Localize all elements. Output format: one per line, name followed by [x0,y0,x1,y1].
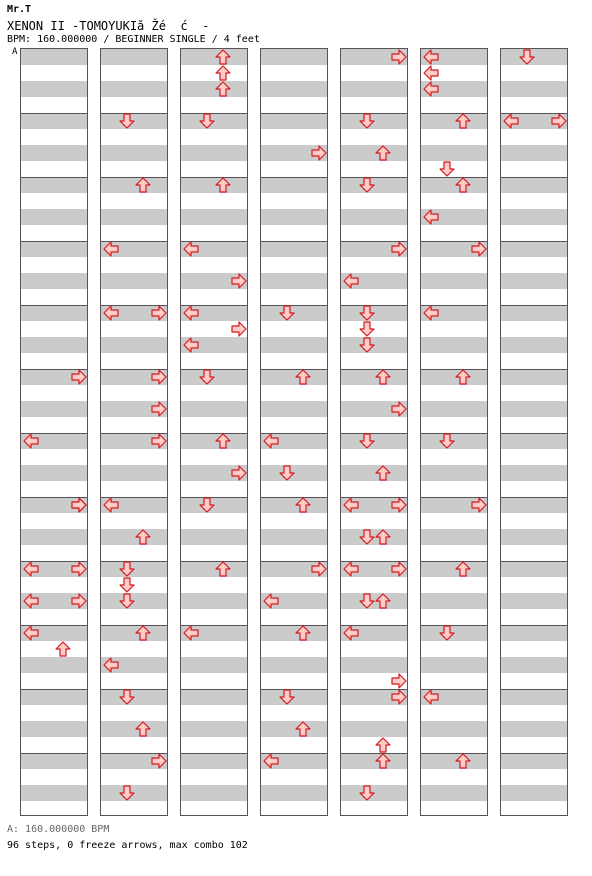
down-arrow-icon [359,337,375,353]
song-title: XENON II -TOMOYUKIă Žé ć - [7,19,210,33]
measure-column [340,48,408,816]
up-arrow-icon [215,81,231,97]
left-arrow-icon [423,81,439,97]
up-arrow-icon [215,433,231,449]
chart-stats: 96 steps, 0 freeze arrows, max combo 102 [7,840,248,851]
down-arrow-icon [199,497,215,513]
right-arrow-icon [471,241,487,257]
up-arrow-icon [375,593,391,609]
measure-line [421,369,487,370]
left-arrow-icon [103,305,119,321]
left-arrow-icon [23,561,39,577]
up-arrow-icon [295,497,311,513]
right-arrow-icon [391,561,407,577]
left-arrow-icon [263,753,279,769]
right-arrow-icon [71,369,87,385]
down-arrow-icon [359,321,375,337]
left-arrow-icon [23,593,39,609]
left-arrow-icon [423,305,439,321]
left-arrow-icon [343,561,359,577]
left-arrow-icon [423,49,439,65]
right-arrow-icon [311,561,327,577]
down-arrow-icon [119,593,135,609]
measure-line [501,753,567,754]
measure-line [21,305,87,306]
measure-column [100,48,168,816]
up-arrow-icon [375,145,391,161]
measure-line [261,625,327,626]
left-arrow-icon [503,113,519,129]
measure-line [181,177,247,178]
right-arrow-icon [391,497,407,513]
right-arrow-icon [71,497,87,513]
bpm-legend: A: 160.000000 BPM [7,824,110,835]
up-arrow-icon [375,369,391,385]
down-arrow-icon [119,689,135,705]
up-arrow-icon [135,529,151,545]
left-arrow-icon [423,689,439,705]
up-arrow-icon [215,177,231,193]
measure-column [420,48,488,816]
measure-column [20,48,88,816]
measure-line [341,369,407,370]
left-arrow-icon [423,65,439,81]
left-arrow-icon [103,657,119,673]
up-arrow-icon [55,641,71,657]
down-arrow-icon [359,113,375,129]
right-arrow-icon [231,465,247,481]
right-arrow-icon [151,401,167,417]
up-arrow-icon [215,65,231,81]
down-arrow-icon [359,433,375,449]
measure-column [180,48,248,816]
right-arrow-icon [151,753,167,769]
measure-line [261,177,327,178]
down-arrow-icon [279,305,295,321]
up-arrow-icon [455,753,471,769]
up-arrow-icon [295,721,311,737]
right-arrow-icon [551,113,567,129]
left-arrow-icon [23,433,39,449]
right-arrow-icon [151,369,167,385]
measure-line [181,433,247,434]
left-arrow-icon [343,497,359,513]
down-arrow-icon [439,625,455,641]
left-arrow-icon [183,241,199,257]
down-arrow-icon [199,113,215,129]
down-arrow-icon [439,161,455,177]
down-arrow-icon [119,785,135,801]
chart-meta: BPM: 160.000000 / BEGINNER SINGLE / 4 feet [7,34,260,45]
measure-line [501,305,567,306]
measure-line [261,497,327,498]
up-arrow-icon [455,561,471,577]
measure-column [500,48,568,816]
up-arrow-icon [375,737,391,753]
right-arrow-icon [151,305,167,321]
up-arrow-icon [375,465,391,481]
right-arrow-icon [391,401,407,417]
right-arrow-icon [391,689,407,705]
measure-line [501,369,567,370]
left-arrow-icon [343,625,359,641]
measure-line [21,177,87,178]
up-arrow-icon [455,177,471,193]
measure-line [501,561,567,562]
up-arrow-icon [135,177,151,193]
up-arrow-icon [135,625,151,641]
up-arrow-icon [375,753,391,769]
down-arrow-icon [119,561,135,577]
down-arrow-icon [279,689,295,705]
up-arrow-icon [215,561,231,577]
measure-line [501,497,567,498]
right-arrow-icon [391,49,407,65]
measure-line [501,241,567,242]
left-arrow-icon [343,273,359,289]
left-arrow-icon [103,497,119,513]
up-arrow-icon [455,369,471,385]
down-arrow-icon [519,49,535,65]
right-arrow-icon [311,145,327,161]
measure-line [501,625,567,626]
measure-column [260,48,328,816]
right-arrow-icon [231,321,247,337]
left-arrow-icon [263,593,279,609]
up-arrow-icon [135,721,151,737]
up-arrow-icon [375,529,391,545]
right-arrow-icon [471,497,487,513]
measure-line [21,241,87,242]
down-arrow-icon [359,593,375,609]
measure-line [101,625,167,626]
measure-line [21,689,87,690]
measure-line [261,113,327,114]
right-arrow-icon [391,241,407,257]
down-arrow-icon [359,305,375,321]
measure-line [501,177,567,178]
left-arrow-icon [23,625,39,641]
up-arrow-icon [295,625,311,641]
right-arrow-icon [71,593,87,609]
right-arrow-icon [231,273,247,289]
right-arrow-icon [151,433,167,449]
measure-line [181,689,247,690]
measure-line [421,561,487,562]
left-arrow-icon [423,209,439,225]
measure-line [21,113,87,114]
down-arrow-icon [199,369,215,385]
down-arrow-icon [359,529,375,545]
measure-line [21,753,87,754]
down-arrow-icon [279,465,295,481]
down-arrow-icon [359,785,375,801]
down-arrow-icon [359,177,375,193]
up-arrow-icon [455,113,471,129]
measure-line [421,113,487,114]
bpm-marker-label: A [12,47,18,57]
measure-line [421,753,487,754]
down-arrow-icon [119,577,135,593]
down-arrow-icon [439,433,455,449]
chart-author: Mr.T [7,4,32,15]
up-arrow-icon [215,49,231,65]
up-arrow-icon [295,369,311,385]
measure-line [501,689,567,690]
right-arrow-icon [71,561,87,577]
left-arrow-icon [183,625,199,641]
left-arrow-icon [183,337,199,353]
measure-line [421,177,487,178]
measure-line [341,753,407,754]
left-arrow-icon [263,433,279,449]
measure-line [101,177,167,178]
left-arrow-icon [103,241,119,257]
measure-line [501,433,567,434]
measure-line [181,753,247,754]
measure-line [261,241,327,242]
right-arrow-icon [391,673,407,689]
measure-line [181,561,247,562]
measure-line [261,369,327,370]
left-arrow-icon [183,305,199,321]
down-arrow-icon [119,113,135,129]
